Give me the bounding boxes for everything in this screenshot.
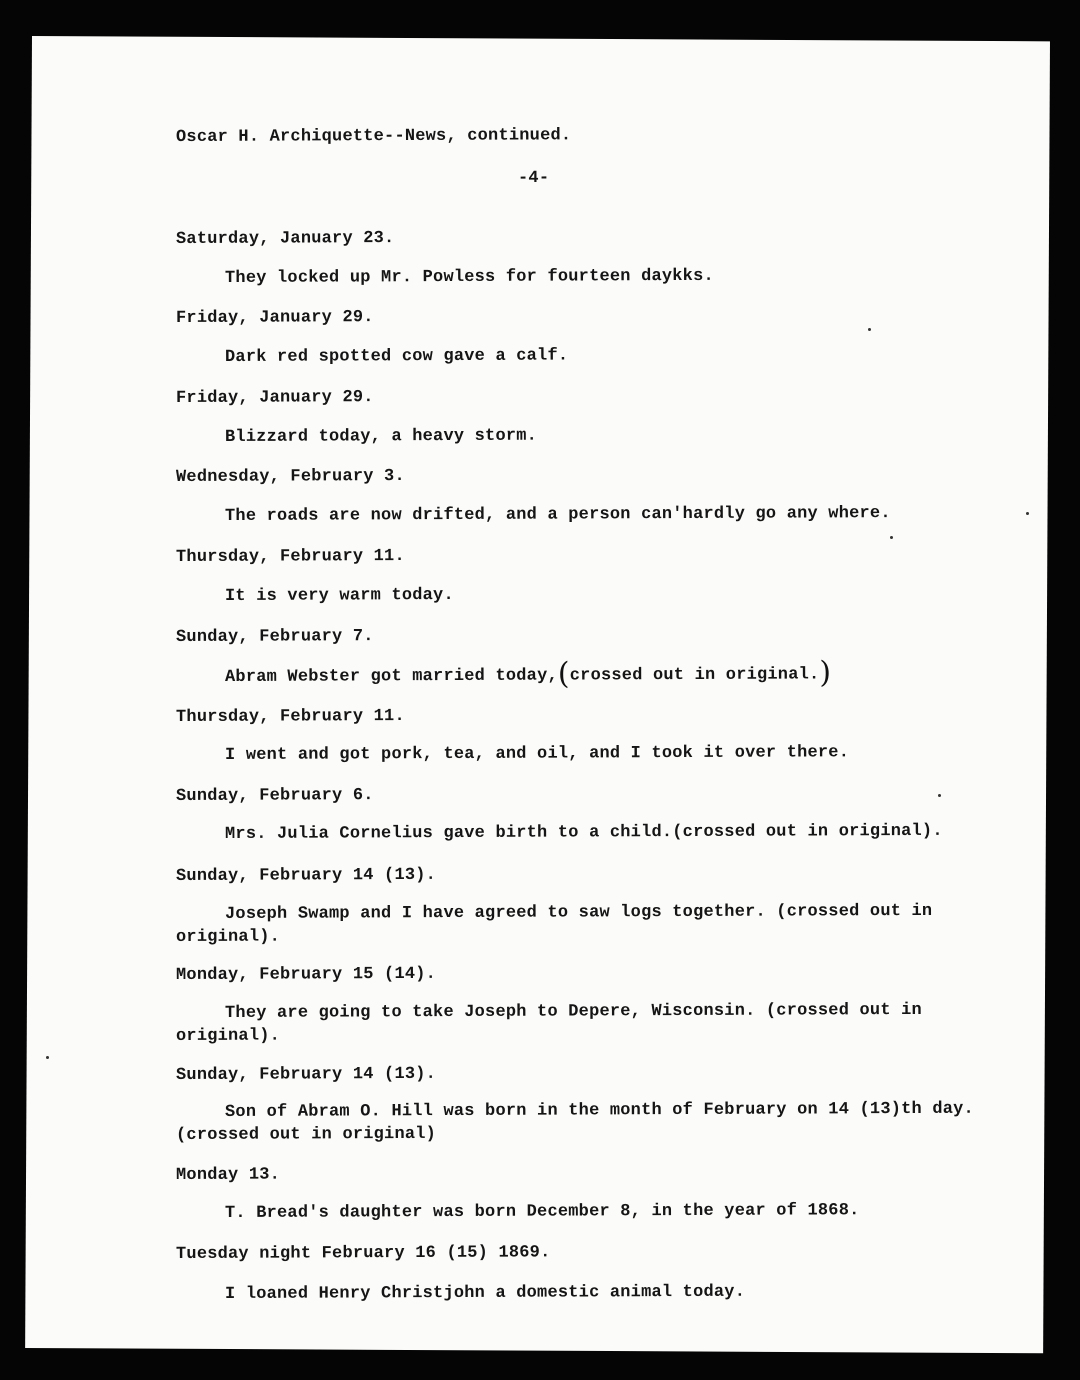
scan-speck [868, 328, 871, 331]
entry-date: Thursday, February 11. [175, 707, 405, 727]
entry-text: They are going to take Joseph to Depere, Wisconsin. (crossed out in [224, 1000, 922, 1023]
scan-speck [938, 794, 941, 797]
entry-date: Friday, January 29. [175, 308, 374, 328]
entry-text: Dark red spotted cow gave a calf. [224, 346, 569, 367]
entry-text: Son of Abram O. Hill was born in the month of February on 14 (13)th day. [224, 1099, 974, 1122]
scan-speck [46, 1056, 49, 1059]
entry-text: Abram Webster got married today, [224, 666, 558, 687]
entry-date: Sunday, February 14 (13). [175, 865, 437, 886]
entry-date: Thursday, February 11. [175, 547, 405, 567]
entry-date: Sunday, February 14 (13). [175, 1064, 437, 1085]
entry-date: Sunday, February 7. [175, 627, 374, 647]
entry-text-continued: (crossed out in original) [175, 1124, 437, 1145]
document-header: Oscar H. Archiquette--News, continued. [175, 126, 572, 147]
scan-speck [890, 536, 893, 539]
entry-text-continued: original). [175, 927, 281, 947]
entry-text: I went and got pork, tea, and oil, and I took it over there. [224, 743, 850, 765]
entry-text: T. Bread's daughter was born December 8, in the year of 1868. [224, 1201, 860, 1223]
entry-text: It is very warm today. [224, 586, 454, 606]
handwritten-annotation: crossed out in original. [569, 665, 820, 686]
entry-text-with-annotation [224, 655, 832, 692]
entry-date: Monday, February 15 (14). [175, 964, 437, 985]
entry-text: Joseph Swamp and I have agreed to saw logs together. (crossed out in [224, 901, 933, 924]
entry-text: I loaned Henry Christjohn a domestic animal today. [224, 1282, 746, 1304]
page-number: -4- [517, 168, 550, 188]
entry-text: The roads are now drifted, and a person can'hardly go any where. [224, 504, 891, 526]
entry-date: Sunday, February 6. [175, 786, 374, 806]
scan-speck [1026, 512, 1029, 515]
entry-text-continued: original). [175, 1026, 281, 1046]
entry-date: Monday 13. [175, 1165, 281, 1185]
entry-text: Mrs. Julia Cornelius gave birth to a child.(crossed out in original). [224, 821, 943, 844]
right-handwritten-parenthesis: ) [819, 655, 832, 691]
entry-text: Blizzard today, a heavy storm. [224, 426, 538, 447]
entry-date: Friday, January 29. [175, 388, 374, 408]
entry-text: They locked up Mr. Powless for fourteen daykks. [224, 266, 714, 288]
left-handwritten-parenthesis: ( [557, 656, 570, 692]
entry-date: Tuesday night February 16 (15) 1869. [175, 1243, 551, 1264]
entry-date: Wednesday, February 3. [175, 467, 405, 487]
entry-date: Saturday, January 23. [175, 229, 395, 249]
